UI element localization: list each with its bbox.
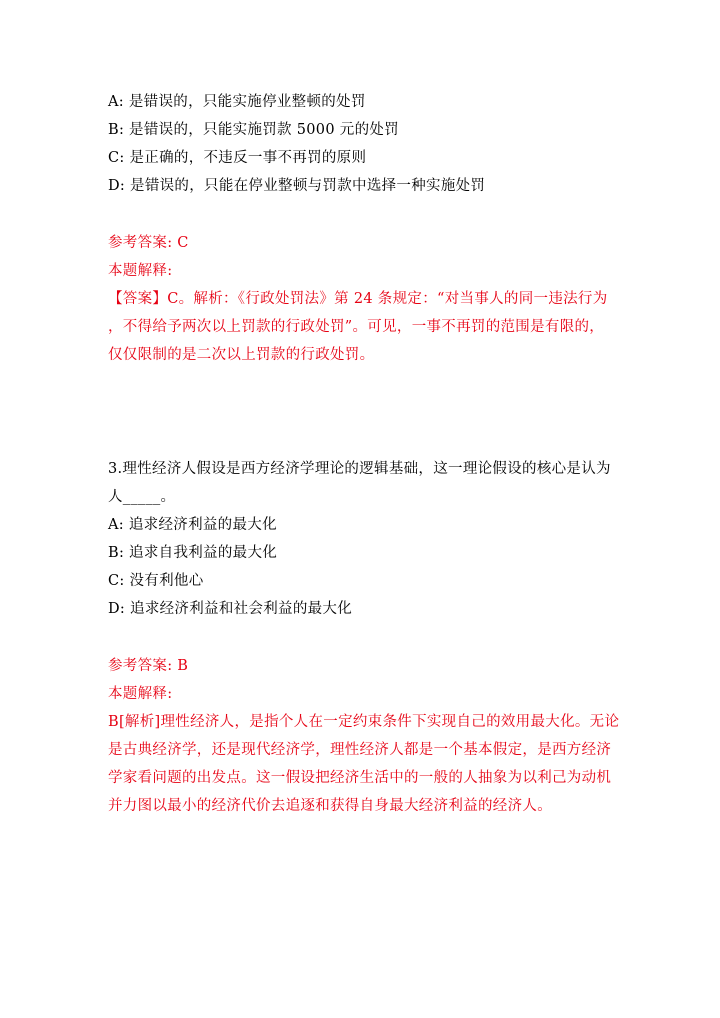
option-a: A: 追求经济利益的最大化 xyxy=(108,517,277,533)
explanation-line: 并力图以最小的经济代价去追逐和获得自身最大经济利益的经济人。 xyxy=(108,798,552,814)
question-stem: 人_____。 xyxy=(108,489,176,505)
explanation-label: 本题解释: xyxy=(108,686,173,702)
answer-label: 参考答案: B xyxy=(108,658,189,674)
option-d: D: 是错误的，只能在停业整顿与罚款中选择一种实施处罚 xyxy=(108,178,486,194)
option-b: B: 追求自我利益的最大化 xyxy=(108,545,278,561)
option-b: B: 是错误的，只能实施罚款 5000 元的处罚 xyxy=(108,122,399,138)
option-a: A: 是错误的，只能实施停业整顿的处罚 xyxy=(108,94,366,110)
explanation-line: 【答案】C。解析：《行政处罚法》第 24 条规定：“对当事人的同一违法行为 xyxy=(108,291,608,307)
explanation-label: 本题解释: xyxy=(108,263,173,279)
answer-label: 参考答案: C xyxy=(108,235,189,251)
option-c: C: 没有利他心 xyxy=(108,573,204,589)
explanation-line: 仅仅限制的是二次以上罚款的行政处罚。 xyxy=(108,347,375,363)
option-d: D: 追求经济利益和社会利益的最大化 xyxy=(108,601,353,617)
explanation-line: 是古典经济学，还是现代经济学，理性经济人都是一个基本假定，是西方经济 xyxy=(108,742,612,758)
option-c: C: 是正确的，不违反一事不再罚的原则 xyxy=(108,150,367,166)
explanation-line: 学家看问题的出发点。这一假设把经济生活中的一般的人抽象为以利己为动机 xyxy=(108,770,612,786)
explanation-line: ，不得给予两次以上罚款的行政处罚”。可见，一事不再罚的范围是有限的， xyxy=(108,319,605,335)
question-stem: 3.理性经济人假设是西方经济学理论的逻辑基础，这一理论假设的核心是认为 xyxy=(108,461,611,477)
explanation-line: B[解析]理性经济人，是指个人在一定约束条件下实现自己的效用最大化。无论 xyxy=(108,714,620,730)
